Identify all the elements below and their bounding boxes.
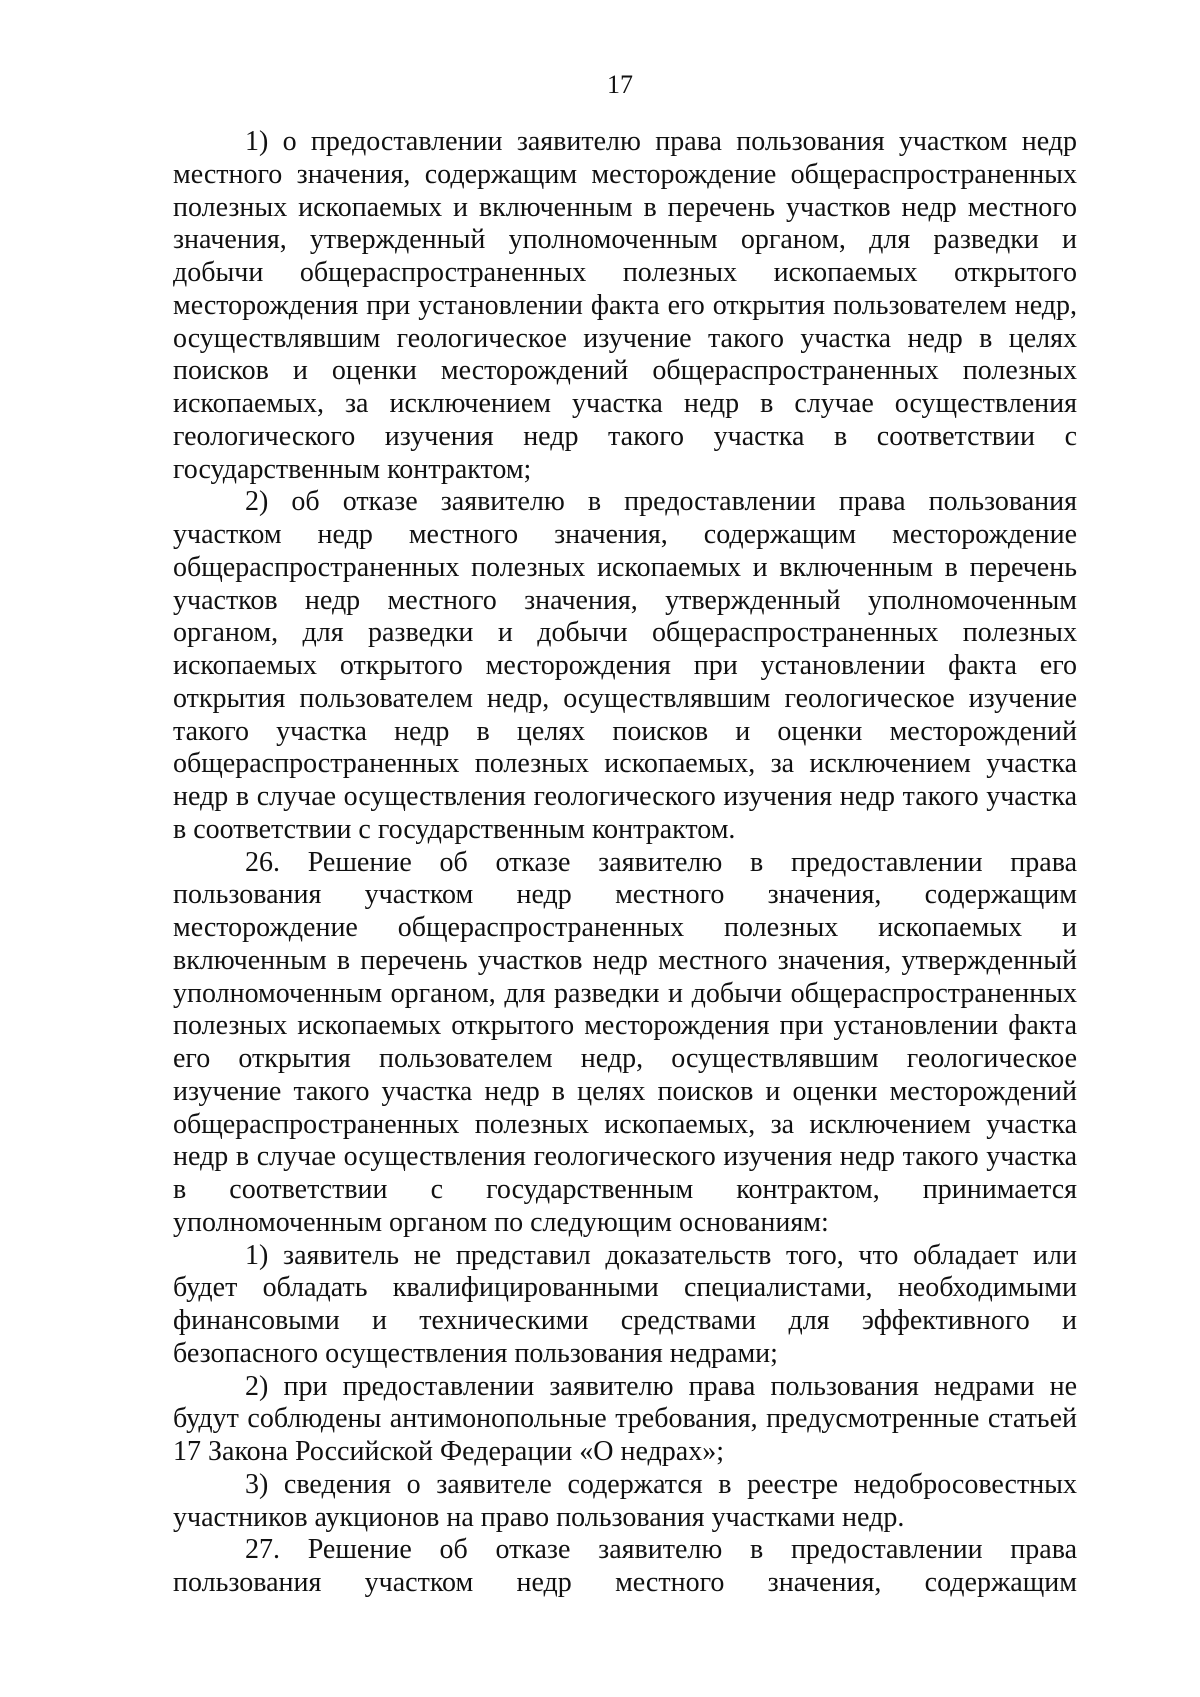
clause-26-ground-3: 3) сведения о заявителе содержатся в реестре недобросовестных участников аукционов на право пользования участками недр.	[173, 1468, 1077, 1533]
clause-26-ground-1: 1) заявитель не представил доказательств того, что обладает или будет обладать квалифицированными специалистами, необходимыми финансовыми и техническими средствами для эффективного и безопасного осуществления пользования недрами;	[173, 1239, 1077, 1369]
clause-26-ground-2: 2) при предоставлении заявителю права пользования недрами не будут соблюдены антимонопольные требования, предусмотренные статьей 17 Закона Российской Федерации «О недрах»;	[173, 1370, 1077, 1467]
page-number: 17	[607, 70, 633, 99]
clause-27: 27. Решение об отказе заявителю в предоставлении права пользования участком недр местного значения, содержащим	[173, 1534, 1077, 1598]
clause-26: 26. Решение об отказе заявителю в предоставлении права пользования участком недр местного значения, содержащим месторождение общераспространенных полезных ископаемых и включенным в перечень участков недр местного значения, утвержденный уполномоченным органом, для разведки и добычи общераспространенных полезных ископаемых открытого месторождения при установлении факта его открытия пользователем недр, осуществлявшим геологическое изучение такого участка недр в целях поисков и оценки месторождений общераспространенных полезных ископаемых, за исключением участка недр в случае осуществления геологического изучения недр такого участка в соответствии с государственным контрактом, принимается уполномоченным органом по следующим основаниям:	[173, 846, 1078, 1238]
document-body	[173, 126, 1077, 1600]
list-item-1-grant-rights: 1) о предоставлении заявителю права пользования участком недр местного значения, содержащим месторождение общераспространенных полезных ископаемых и включенным в перечень участков недр местного значения, утвержденный уполномоченным органом, для разведки и добычи общераспространенных полезных ископаемых открытого месторождения при установлении факта его открытия пользователем недр, осуществлявшим геологическое изучение такого участка недр в целях поисков и оценки месторождений общераспространенных полезных ископаемых, за исключением участка недр в случае осуществления геологического изучения недр такого участка в соответствии с государственным контрактом;	[173, 126, 1078, 485]
list-item-2-refusal: 2) об отказе заявителю в предоставлении права пользования участком недр местного значения, содержащим месторождение общераспространенных полезных ископаемых и включенным в перечень участков недр местного значения, утвержденный уполномоченным органом, для разведки и добычи общераспространенных полезных ископаемых открытого месторождения при установлении факта его открытия пользователем недр, осуществлявшим геологическое изучение такого участка недр в целях поисков и оценки месторождений общераспространенных полезных ископаемых, за исключением участка недр в случае осуществления геологического изучения недр такого участка в соответствии с государственным контрактом.	[173, 486, 1077, 845]
